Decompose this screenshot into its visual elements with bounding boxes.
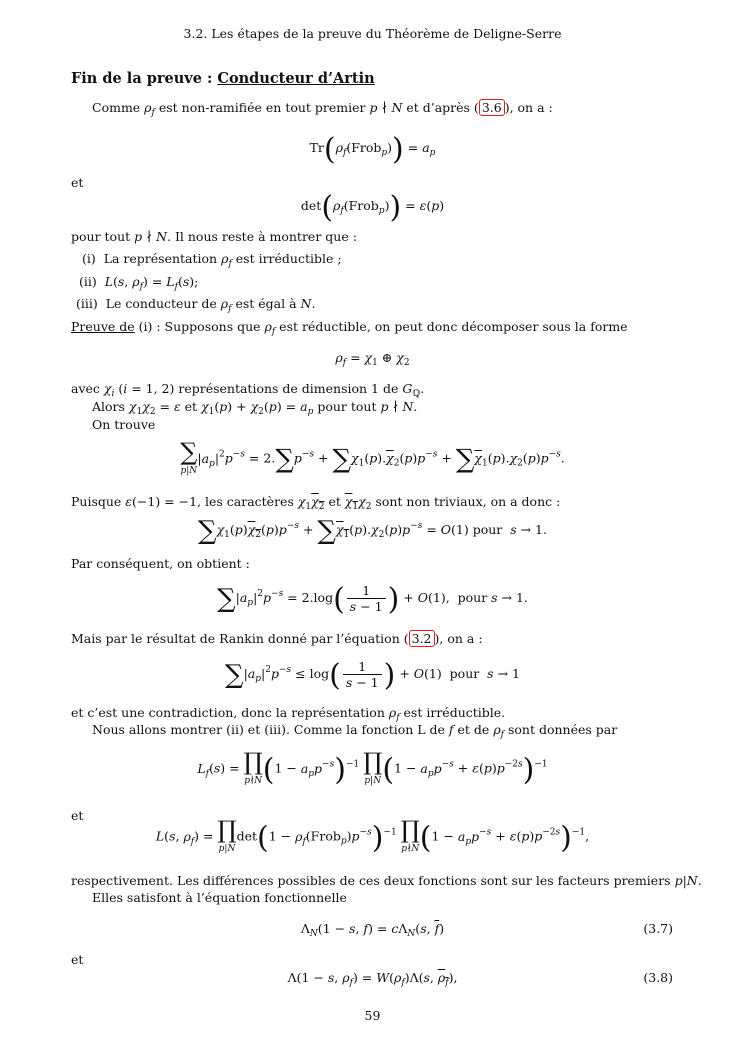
text-et-3: et bbox=[71, 952, 84, 967]
paragraph-alors: Alors $\chi_1\chi_2 = \varepsilon$ et $\chi_1(p) + \chi_2(p) = a_p$ pour tout p ∤ N. bbox=[92, 399, 418, 417]
page-number: 59 bbox=[364, 1008, 381, 1023]
paragraph-rankin: Mais par le résultat de Rankin donné par l’équation ( 3.2 ), on a : bbox=[71, 631, 483, 646]
paragraph-nous: Nous allons montrer (ii) et (iii). Comme la fonction L de f et de $\rho_f$ sont données par bbox=[92, 722, 618, 740]
equation-sum-ap: ∑ p|N $|a_p|^2p^{-s} = 2.\sum p^{-s} + \sum\chi_1(p).\overline{\chi}_2(p)p^{-s} + \sum\overline{\chi}_1(p).\chi_2(p)p^{-s}$. bbox=[180, 438, 565, 476]
equation-rankin: $\sum|a_p|^2p^{-s} \le \log$( $\frac{1}{s - 1}$ ) + O(1) pour s → 1 bbox=[225, 658, 520, 693]
equation-functional-rho: Λ(1 − s, $\rho_f) = W(\rho_f)\Lambda(s$, $\rho_f$), bbox=[287, 970, 458, 988]
paragraph-on-trouve: On trouve bbox=[92, 417, 156, 432]
equation-o1: $\sum\chi_1(p)\chi_2(p)p^{-s} + \sum\chi_1(p).\chi_2(p)p^{-s} = O(1)$ pour s → 1. bbox=[198, 516, 547, 546]
section-title: Conducteur d’Artin bbox=[217, 70, 375, 87]
ref-link-3-6[interactable]: 3.6 bbox=[479, 99, 505, 116]
equation-lf: $L_f(s)$ = ∏ p∤N $(1 - a_pp^{-s})^{-1}$ ∏ p|N $(1 - a_pp^{-s} + \varepsilon(p)p^{-2s})^{-1}$ bbox=[197, 748, 548, 788]
section-prefix: Fin de la preuve : bbox=[71, 70, 213, 87]
paragraph-contradiction: et c’est une contradiction, donc la représentation $\rho_f$ est irréductible. bbox=[71, 705, 506, 723]
ref-link-3-2[interactable]: 3.2 bbox=[409, 630, 435, 647]
paragraph-elles: Elles satisfont à l’équation fonctionnelle bbox=[92, 890, 347, 905]
running-header: 3.2. Les étapes de la preuve du Théorème de Deligne-Serre bbox=[183, 26, 562, 41]
paragraph-preuve: Preuve de (i) : Supposons que $\rho_f$ est réductible, on peut donc décomposer sous la forme bbox=[71, 319, 628, 337]
equation-log: $\sum|a_p|^2p^{-s} = 2.\log$( $\frac{1}{s - 1}$ ) + O(1), pour s → 1. bbox=[217, 582, 528, 617]
text-et-2: et bbox=[71, 808, 84, 823]
paragraph-pour-tout: pour tout p ∤ N. Il nous reste à montrer que : bbox=[71, 229, 357, 244]
equation-functional-f: $\Lambda_N(1 - s$, $f) = c\Lambda_N(s$, $\overline{f}$) bbox=[300, 921, 445, 939]
paragraph-avec: avec $\chi_i$ (i = 1, 2) représentations de dimension 1 de $G_ℚ$. bbox=[71, 381, 425, 399]
preuve-label: Preuve de bbox=[71, 319, 135, 334]
paragraph-intro: Comme $\rho_f$ est non-ramifiée en tout premier p ∤ N et d’après ( 3.6 ), on a : bbox=[92, 100, 553, 118]
list-item-iii: (iii) Le conducteur de $\rho_f$ est égal à N. bbox=[76, 296, 316, 314]
paragraph-par-consequent: Par conséquent, on obtient : bbox=[71, 556, 250, 571]
section-heading bbox=[71, 70, 375, 87]
list-item-ii: (ii) L(s, $\rho_f) = L_f(s)$; bbox=[79, 274, 199, 292]
equation-number-3-7: (3.7) bbox=[643, 921, 673, 936]
equation-trace: $Tr(\rho_f(Frob_p)) = a_p$ bbox=[309, 132, 436, 167]
equation-decomposition: $\rho_f = \chi_1$ ⊕ $\chi_2$ bbox=[335, 350, 410, 368]
paragraph-puisque: Puisque ε(−1) = −1, les caractères $\chi_1\chi_2$ et $\chi_1\chi_2$ sont non triviaux, on a donc : bbox=[71, 494, 561, 512]
equation-l-rho: L(s, $\rho_f$) = ∏ p|N $\det(1 - \rho_f(Frob_p)p^{-s})^{-1}$ ∏ p∤N $(1 - a_pp^{-s} + \varepsilon(p)p^{-2s})^{-1}$, bbox=[155, 816, 590, 856]
text-et: et bbox=[71, 175, 84, 190]
paragraph-respectivement: respectivement. Les différences possibles de ces deux fonctions sont sur les facteurs premiers p|N. bbox=[71, 873, 702, 888]
equation-det: $\det(\rho_f(Frob_p)) = \varepsilon(p)$ bbox=[300, 190, 445, 225]
equation-number-3-8: (3.8) bbox=[643, 970, 673, 985]
list-item-i: (i) La représentation $\rho_f$ est irréductible ; bbox=[82, 251, 342, 269]
